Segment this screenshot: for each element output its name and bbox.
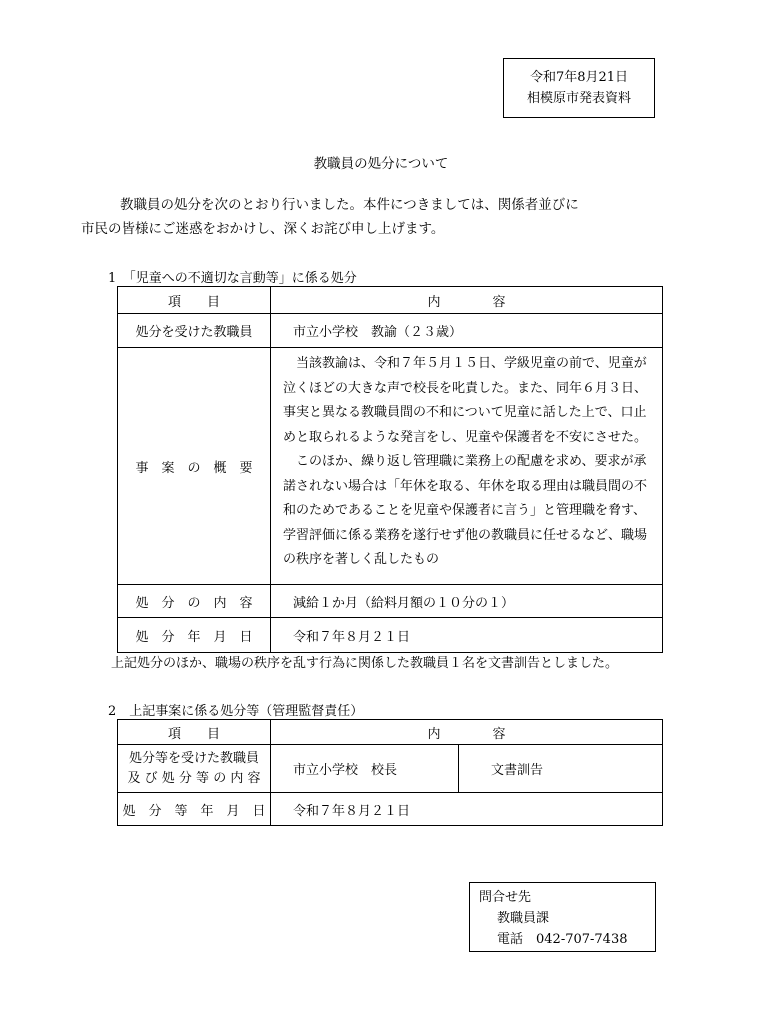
date-value: 令和７年８月２１日: [271, 793, 663, 826]
date-label: 処 分 年 月 日: [118, 618, 271, 653]
table-header-row: [118, 287, 663, 314]
contact-phone: 電話 042-707-7438: [497, 932, 628, 947]
contact-heading: 問合せ先: [479, 890, 532, 905]
recipient-value: 市立小学校 教諭（２３歳）: [271, 314, 663, 348]
table-row: [118, 314, 663, 348]
intro-line-2: 市民の皆様にご迷惑をおかけし、深くお詫び申し上げます。: [81, 221, 445, 237]
recipient-value: 市立小学校 校長: [271, 745, 459, 793]
section-1-heading: 1 「児童への不適切な言動等」に係る処分: [108, 271, 357, 286]
date-label: 処 分 等 年 月 日: [118, 793, 271, 826]
overview-label: 事 案 の 概 要: [118, 348, 271, 585]
overview-paragraph-2: このほか、繰り返し管理職に業務上の配慮を求め、要求が承諾されない場合は「年休を取る、年休を取る理由は職員間の不和のためであることを児童や保護者に言う」と管理職を脅す、学習評価に係る業務を遂行せず他の教職員に任せるなど、職場の秩序を著しく乱したもの: [283, 454, 648, 567]
recipient-label-line-1: 処分等を受けた教職員: [128, 750, 259, 766]
recipient-action: 文書訓告: [459, 745, 663, 793]
table-row: [118, 745, 663, 793]
table-row: [118, 348, 663, 585]
release-date: 令和7年8月21日: [529, 70, 629, 85]
overview-text: [271, 348, 663, 585]
press-release-header: [503, 58, 655, 118]
table-row: [118, 618, 663, 653]
section-2-table: [117, 719, 663, 826]
intro-paragraph: [81, 193, 667, 241]
table-header-row: [118, 720, 663, 745]
col-content-header: 内 容: [271, 287, 663, 314]
col-content-header: 内 容: [271, 720, 663, 745]
overview-paragraph-1: 当該教諭は、令和７年５月１５日、学級児童の前で、児童が泣くほどの大きな声で校長を叱責した。また、同年６月３日、事実と異なる教職員間の不和について児童に話した上で、口止めと取られるような発言をし、児童や保護者を不安にさせた。: [283, 356, 648, 445]
intro-line-1: 教職員の処分を次のとおり行いました。本件につきましては、関係者並びに: [120, 197, 579, 213]
recipient-label-line-2: 及 び 処 分 等 の 内 容: [127, 770, 261, 786]
release-source: 相模原市発表資料: [526, 91, 631, 106]
col-item-header: 項 目: [118, 720, 271, 745]
content-value: 減給１か月（給料月額の１０分の１）: [271, 585, 663, 618]
contact-box: [469, 882, 656, 952]
additional-note: 上記処分のほか、職場の秩序を乱す行為に関係した教職員１名を文書訓告としました。: [111, 656, 619, 671]
contact-department: 教職員課: [497, 911, 550, 926]
section-2-heading: 2 上記事案に係る処分等（管理監督責任）: [108, 704, 364, 719]
col-item-header: 項 目: [118, 287, 271, 314]
table-row: [118, 585, 663, 618]
recipient-label: 処分を受けた教職員: [118, 314, 271, 348]
table-row: [118, 793, 663, 826]
content-label: 処 分 の 内 容: [118, 585, 271, 618]
section-1-table: [117, 286, 663, 653]
date-value: 令和７年８月２１日: [271, 618, 663, 653]
recipient-label: [118, 745, 271, 793]
document-title: 教職員の処分について: [313, 156, 449, 172]
